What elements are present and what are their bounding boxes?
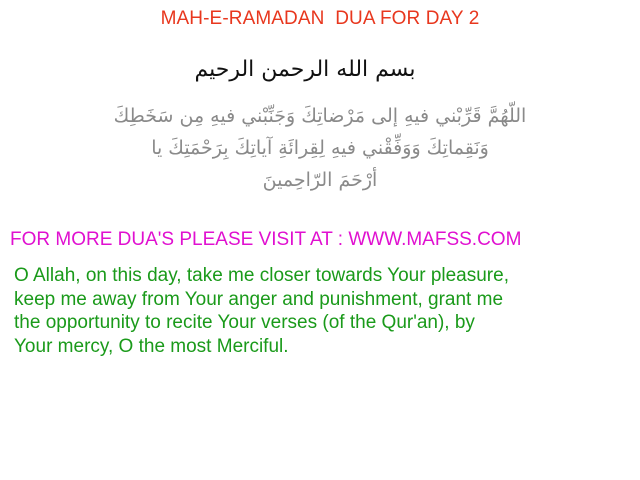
arabic-dua-line: وَنَقِماتِكَ وَوَفِّقْني فيهِ لِقِرائَةِ آياتِكَ بِرَحْمَتِكَ يا [151, 137, 489, 159]
english-translation [14, 264, 634, 358]
arabic-dua-calligraphy [100, 100, 540, 196]
website-link[interactable]: FOR MORE DUA'S PLEASE VISIT AT : WWW.MAFSS.COM [10, 229, 522, 250]
arabic-dua-line: اللّهُمَّ قَرِّبْني فيهِ إلى مَرْضاتِكَ وَجَنِّبْني فيهِ مِن سَخَطِكَ [113, 105, 527, 127]
translation-line: Your mercy, O the most Merciful. [14, 335, 289, 357]
translation-line: the opportunity to recite Your verses (of the Qur'an), by [14, 312, 475, 333]
translation-line: O Allah, on this day, take me closer towards Your pleasure, [14, 265, 509, 286]
arabic-dua-line: أرْحَمَ الرّاحِمينَ [262, 169, 378, 191]
translation-line: keep me away from Your anger and punishment, grant me [14, 288, 504, 310]
bismillah-calligraphy: بسم الله الرحمن الرحيم [194, 57, 416, 82]
page-title: MAH-E-RAMADAN DUA FOR DAY 2 [160, 8, 480, 29]
